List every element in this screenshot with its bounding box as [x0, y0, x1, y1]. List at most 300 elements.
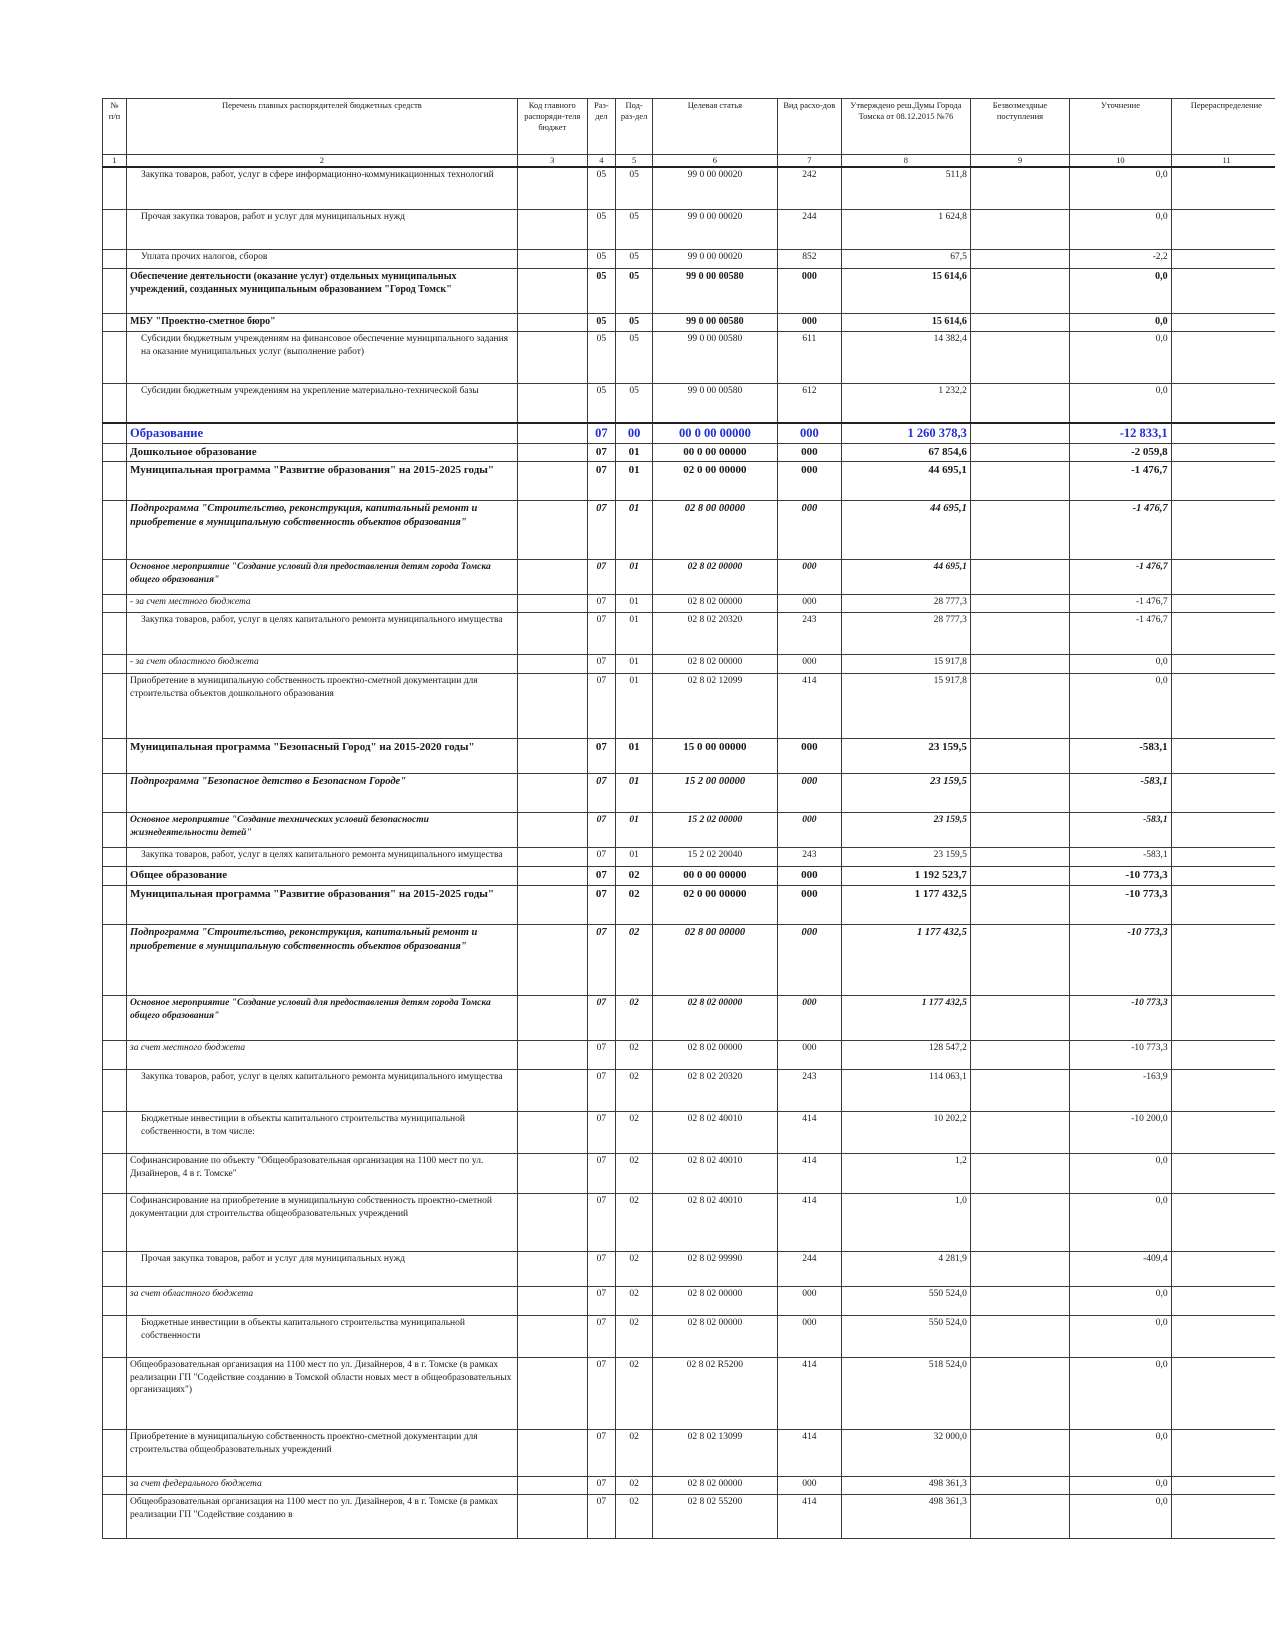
row-vr: 000 — [777, 773, 841, 812]
row-razdel: 07 — [587, 995, 615, 1040]
row-number — [103, 313, 127, 331]
row-approved: 23 159,5 — [842, 773, 971, 812]
row-number — [103, 1193, 127, 1251]
table-row — [103, 268, 1275, 313]
colnum: 10 — [1070, 155, 1172, 168]
table-row — [103, 654, 1275, 673]
header-num: № п/п — [103, 99, 127, 155]
row-redistribution — [1171, 738, 1275, 773]
row-code — [517, 1251, 587, 1286]
row-cs: 02 8 02 00000 — [653, 654, 777, 673]
row-approved: 1 260 378,3 — [842, 423, 971, 443]
row-vr: 000 — [777, 461, 841, 500]
row-number — [103, 423, 127, 443]
row-change: 0,0 — [1070, 331, 1172, 383]
row-vr: 000 — [777, 738, 841, 773]
row-razdel: 07 — [587, 1286, 615, 1315]
row-grants — [970, 866, 1069, 885]
row-name: Общее образование — [127, 866, 518, 885]
row-name: Муниципальная программа "Развитие образования" на 2015-2025 годы" — [127, 461, 518, 500]
row-grants — [970, 313, 1069, 331]
row-podrazdel: 02 — [616, 866, 653, 885]
row-podrazdel: 02 — [616, 1286, 653, 1315]
row-razdel: 07 — [587, 1357, 615, 1429]
row-change: -2 059,8 — [1070, 443, 1172, 461]
row-podrazdel: 02 — [616, 1251, 653, 1286]
table-row — [103, 1315, 1275, 1357]
row-redistribution — [1171, 1315, 1275, 1357]
table-row — [103, 1040, 1275, 1069]
row-razdel: 07 — [587, 847, 615, 866]
row-code — [517, 331, 587, 383]
row-grants — [970, 1040, 1069, 1069]
row-grants — [970, 594, 1069, 612]
header-change: Уточнение — [1070, 99, 1172, 155]
row-cs: 02 8 00 00000 — [653, 924, 777, 995]
row-vr: 414 — [777, 673, 841, 738]
row-razdel: 05 — [587, 167, 615, 209]
row-approved: 32 000,0 — [842, 1429, 971, 1476]
row-approved: 23 159,5 — [842, 738, 971, 773]
row-change: -10 200,0 — [1070, 1111, 1172, 1153]
row-change: 0,0 — [1070, 654, 1172, 673]
row-name: Закупка товаров, работ, услуг в целях капитального ремонта муниципального имущества — [127, 847, 518, 866]
row-number — [103, 1286, 127, 1315]
row-podrazdel: 02 — [616, 1153, 653, 1193]
row-vr: 000 — [777, 313, 841, 331]
colnum: 4 — [587, 155, 615, 168]
row-code — [517, 559, 587, 594]
row-vr: 000 — [777, 924, 841, 995]
row-redistribution — [1171, 1286, 1275, 1315]
row-approved: 1 232,2 — [842, 383, 971, 423]
row-approved: 498 361,3 — [842, 1476, 971, 1494]
row-approved: 4 281,9 — [842, 1251, 971, 1286]
row-razdel: 07 — [587, 812, 615, 847]
row-cs: 99 0 00 00020 — [653, 249, 777, 268]
table-row — [103, 167, 1275, 209]
row-cs: 02 8 02 40010 — [653, 1193, 777, 1251]
row-name: Закупка товаров, работ, услуг в целях капитального ремонта муниципального имущества — [127, 612, 518, 654]
row-cs: 99 0 00 00580 — [653, 268, 777, 313]
row-code — [517, 612, 587, 654]
table-row — [103, 995, 1275, 1040]
row-redistribution — [1171, 1476, 1275, 1494]
row-cs: 02 8 02 00000 — [653, 1315, 777, 1357]
row-approved: 15 917,8 — [842, 673, 971, 738]
row-change: -10 773,3 — [1070, 885, 1172, 924]
table-row — [103, 847, 1275, 866]
row-approved: 23 159,5 — [842, 812, 971, 847]
row-vr: 414 — [777, 1193, 841, 1251]
row-razdel: 07 — [587, 1111, 615, 1153]
row-number — [103, 461, 127, 500]
row-cs: 02 8 02 20320 — [653, 1069, 777, 1111]
table-row — [103, 612, 1275, 654]
row-podrazdel: 02 — [616, 1476, 653, 1494]
table-row — [103, 209, 1275, 249]
row-number — [103, 249, 127, 268]
row-grants — [970, 1286, 1069, 1315]
row-grants — [970, 654, 1069, 673]
row-name: за счет областного бюджета — [127, 1286, 518, 1315]
row-cs: 15 2 02 20040 — [653, 847, 777, 866]
row-code — [517, 738, 587, 773]
row-vr: 244 — [777, 1251, 841, 1286]
row-podrazdel: 01 — [616, 673, 653, 738]
row-cs: 99 0 00 00020 — [653, 209, 777, 249]
row-razdel: 07 — [587, 1315, 615, 1357]
row-code — [517, 1429, 587, 1476]
row-approved: 67,5 — [842, 249, 971, 268]
table-row — [103, 1357, 1275, 1429]
row-code — [517, 461, 587, 500]
row-redistribution — [1171, 1429, 1275, 1476]
row-razdel: 07 — [587, 924, 615, 995]
row-code — [517, 1153, 587, 1193]
table-row — [103, 866, 1275, 885]
row-vr: 000 — [777, 500, 841, 559]
row-code — [517, 500, 587, 559]
row-vr: 000 — [777, 866, 841, 885]
row-name: Подпрограмма "Строительство, реконструкция, капитальный ремонт и приобретение в муниципальную собственность объектов образования" — [127, 924, 518, 995]
row-podrazdel: 02 — [616, 1111, 653, 1153]
table-row — [103, 773, 1275, 812]
row-code — [517, 866, 587, 885]
row-cs: 00 0 00 00000 — [653, 423, 777, 443]
row-approved: 1 624,8 — [842, 209, 971, 249]
row-redistribution — [1171, 1040, 1275, 1069]
row-cs: 99 0 00 00580 — [653, 313, 777, 331]
row-vr: 612 — [777, 383, 841, 423]
row-cs: 99 0 00 00580 — [653, 331, 777, 383]
row-code — [517, 924, 587, 995]
row-razdel: 07 — [587, 1429, 615, 1476]
row-number — [103, 1153, 127, 1193]
header-name: Перечень главных распорядителей бюджетных средств — [127, 99, 518, 155]
colnum: 9 — [970, 155, 1069, 168]
row-grants — [970, 461, 1069, 500]
row-cs: 02 8 02 00000 — [653, 1476, 777, 1494]
row-razdel: 07 — [587, 673, 615, 738]
table-row — [103, 812, 1275, 847]
row-grants — [970, 209, 1069, 249]
table-row — [103, 924, 1275, 995]
row-grants — [970, 738, 1069, 773]
row-number — [103, 209, 127, 249]
row-razdel: 07 — [587, 423, 615, 443]
row-redistribution — [1171, 654, 1275, 673]
row-name: Образование — [127, 423, 518, 443]
row-number — [103, 1357, 127, 1429]
row-podrazdel: 02 — [616, 1357, 653, 1429]
row-redistribution — [1171, 773, 1275, 812]
row-grants — [970, 924, 1069, 995]
row-razdel: 07 — [587, 885, 615, 924]
row-vr: 000 — [777, 268, 841, 313]
row-razdel: 05 — [587, 383, 615, 423]
row-number — [103, 500, 127, 559]
row-number — [103, 167, 127, 209]
row-change: -12 833,1 — [1070, 423, 1172, 443]
row-approved: 1,0 — [842, 1193, 971, 1251]
table-row — [103, 461, 1275, 500]
row-code — [517, 383, 587, 423]
row-change: -1 476,7 — [1070, 500, 1172, 559]
row-name: Общеобразовательная организация на 1100 мест по ул. Дизайнеров, 4 в г. Томске (в рамках реализации ГП "Содействие созданию в — [127, 1494, 518, 1538]
row-approved: 28 777,3 — [842, 594, 971, 612]
table-row — [103, 1429, 1275, 1476]
row-grants — [970, 268, 1069, 313]
row-podrazdel: 02 — [616, 1069, 653, 1111]
row-podrazdel: 02 — [616, 1494, 653, 1538]
row-redistribution — [1171, 924, 1275, 995]
row-vr: 414 — [777, 1153, 841, 1193]
row-podrazdel: 02 — [616, 1040, 653, 1069]
colnum: 7 — [777, 155, 841, 168]
row-razdel: 07 — [587, 612, 615, 654]
colnum: 2 — [127, 155, 518, 168]
row-razdel: 07 — [587, 1040, 615, 1069]
header-vr: Вид расхо-дов — [777, 99, 841, 155]
row-name: Прочая закупка товаров, работ и услуг для муниципальных нужд — [127, 209, 518, 249]
row-cs: 00 0 00 00000 — [653, 443, 777, 461]
row-name: Муниципальная программа "Развитие образования" на 2015-2025 годы" — [127, 885, 518, 924]
row-vr: 000 — [777, 1286, 841, 1315]
row-change: 0,0 — [1070, 313, 1172, 331]
row-cs: 02 8 02 R5200 — [653, 1357, 777, 1429]
row-redistribution — [1171, 995, 1275, 1040]
row-grants — [970, 559, 1069, 594]
row-number — [103, 1040, 127, 1069]
row-number — [103, 1494, 127, 1538]
row-approved: 1 177 432,5 — [842, 924, 971, 995]
row-grants — [970, 1357, 1069, 1429]
row-redistribution — [1171, 249, 1275, 268]
row-code — [517, 1069, 587, 1111]
row-approved: 498 361,3 — [842, 1494, 971, 1538]
row-cs: 02 8 02 99990 — [653, 1251, 777, 1286]
row-redistribution — [1171, 866, 1275, 885]
row-number — [103, 738, 127, 773]
row-code — [517, 673, 587, 738]
table-row — [103, 1193, 1275, 1251]
row-name: Общеобразовательная организация на 1100 мест по ул. Дизайнеров, 4 в г. Томске (в рамках реализации ГП "Содействие созданию в Томской области новых мест в общеобразовательных организациях") — [127, 1357, 518, 1429]
table-row — [103, 738, 1275, 773]
row-change: 0,0 — [1070, 1153, 1172, 1193]
row-grants — [970, 1476, 1069, 1494]
row-razdel: 07 — [587, 1153, 615, 1193]
row-podrazdel: 01 — [616, 559, 653, 594]
table-row — [103, 1476, 1275, 1494]
row-number — [103, 331, 127, 383]
header-podrazdel: Под-раз-дел — [616, 99, 653, 155]
row-redistribution — [1171, 885, 1275, 924]
row-code — [517, 209, 587, 249]
row-podrazdel: 05 — [616, 209, 653, 249]
row-code — [517, 1476, 587, 1494]
row-name: Приобретение в муниципальную собственность проектно-сметной документации для строительства объектов дошкольного образования — [127, 673, 518, 738]
row-grants — [970, 773, 1069, 812]
row-vr: 414 — [777, 1429, 841, 1476]
row-cs: 02 8 02 40010 — [653, 1111, 777, 1153]
row-change: 0,0 — [1070, 1315, 1172, 1357]
row-grants — [970, 1315, 1069, 1357]
row-code — [517, 1286, 587, 1315]
row-name: Софинансирование на приобретение в муниципальную собственность проектно-сметной документации для строительства общеобразовательных учреждений — [127, 1193, 518, 1251]
row-number — [103, 1111, 127, 1153]
row-cs: 99 0 00 00020 — [653, 167, 777, 209]
header-grants: Безвозмездные поступления — [970, 99, 1069, 155]
row-razdel: 05 — [587, 209, 615, 249]
row-code — [517, 1111, 587, 1153]
row-number — [103, 383, 127, 423]
row-redistribution — [1171, 1069, 1275, 1111]
row-grants — [970, 673, 1069, 738]
row-approved: 15 614,6 — [842, 268, 971, 313]
row-cs: 15 2 02 00000 — [653, 812, 777, 847]
row-cs: 02 8 02 40010 — [653, 1153, 777, 1193]
row-name: Обеспечение деятельности (оказание услуг) отдельных муниципальных учреждений, созданных муниципальным образованием "Город Томск" — [127, 268, 518, 313]
row-name: Субсидии бюджетным учреждениям на укрепление материально-технической базы — [127, 383, 518, 423]
row-cs: 02 8 00 00000 — [653, 500, 777, 559]
row-redistribution — [1171, 1153, 1275, 1193]
row-approved: 1 177 432,5 — [842, 995, 971, 1040]
row-redistribution — [1171, 209, 1275, 249]
row-change: -409,4 — [1070, 1251, 1172, 1286]
row-vr: 242 — [777, 167, 841, 209]
row-redistribution — [1171, 812, 1275, 847]
row-name: Софинансирование по объекту "Общеобразовательная организация на 1100 мест по ул. Дизайнеров, 4 в г. Томске" — [127, 1153, 518, 1193]
row-grants — [970, 331, 1069, 383]
row-podrazdel: 00 — [616, 423, 653, 443]
table-row — [103, 594, 1275, 612]
row-name: Закупка товаров, работ, услуг в сфере информационно-коммуникационных технологий — [127, 167, 518, 209]
row-change: -583,1 — [1070, 773, 1172, 812]
row-podrazdel: 05 — [616, 167, 653, 209]
row-change: -10 773,3 — [1070, 866, 1172, 885]
row-change: 0,0 — [1070, 1286, 1172, 1315]
row-approved: 511,8 — [842, 167, 971, 209]
row-vr: 000 — [777, 1476, 841, 1494]
row-approved: 518 524,0 — [842, 1357, 971, 1429]
row-vr: 000 — [777, 995, 841, 1040]
row-name: Подпрограмма "Безопасное детство в Безопасном Городе" — [127, 773, 518, 812]
header-cs: Целевая статья — [653, 99, 777, 155]
row-change: -10 773,3 — [1070, 924, 1172, 995]
row-approved: 44 695,1 — [842, 559, 971, 594]
row-code — [517, 423, 587, 443]
row-code — [517, 167, 587, 209]
row-grants — [970, 885, 1069, 924]
budget-table-sheet — [102, 98, 1275, 1539]
row-razdel: 07 — [587, 559, 615, 594]
row-vr: 000 — [777, 594, 841, 612]
row-code — [517, 313, 587, 331]
row-name: Прочая закупка товаров, работ и услуг для муниципальных нужд — [127, 1251, 518, 1286]
row-grants — [970, 1251, 1069, 1286]
row-code — [517, 773, 587, 812]
header-razdel: Раз-дел — [587, 99, 615, 155]
row-approved: 1,2 — [842, 1153, 971, 1193]
row-number — [103, 1315, 127, 1357]
row-change: 0,0 — [1070, 268, 1172, 313]
row-change: -1 476,7 — [1070, 612, 1172, 654]
row-vr: 000 — [777, 654, 841, 673]
row-cs: 02 8 02 12099 — [653, 673, 777, 738]
row-code — [517, 268, 587, 313]
row-vr: 000 — [777, 1315, 841, 1357]
row-podrazdel: 01 — [616, 812, 653, 847]
header-row — [103, 99, 1275, 155]
row-vr: 000 — [777, 443, 841, 461]
table-row — [103, 1494, 1275, 1538]
row-approved: 114 063,1 — [842, 1069, 971, 1111]
row-name: Бюджетные инвестиции в объекты капитального строительства муниципальной собственности, в том числе: — [127, 1111, 518, 1153]
row-cs: 02 8 02 13099 — [653, 1429, 777, 1476]
column-number-row — [103, 155, 1275, 168]
row-grants — [970, 423, 1069, 443]
row-podrazdel: 01 — [616, 738, 653, 773]
row-razdel: 07 — [587, 773, 615, 812]
row-razdel: 07 — [587, 594, 615, 612]
row-name: Закупка товаров, работ, услуг в целях капитального ремонта муниципального имущества — [127, 1069, 518, 1111]
row-change: -1 476,7 — [1070, 559, 1172, 594]
table-row — [103, 500, 1275, 559]
row-code — [517, 1357, 587, 1429]
row-redistribution — [1171, 612, 1275, 654]
row-number — [103, 559, 127, 594]
row-change: 0,0 — [1070, 383, 1172, 423]
table-row — [103, 443, 1275, 461]
row-code — [517, 443, 587, 461]
row-number — [103, 1069, 127, 1111]
row-podrazdel: 01 — [616, 500, 653, 559]
row-podrazdel: 05 — [616, 268, 653, 313]
row-name: Основное мероприятие "Создание условий для предоставления детям города Томска общего образования" — [127, 559, 518, 594]
row-podrazdel: 01 — [616, 773, 653, 812]
colnum: 6 — [653, 155, 777, 168]
row-redistribution — [1171, 1193, 1275, 1251]
row-podrazdel: 01 — [616, 612, 653, 654]
colnum: 1 — [103, 155, 127, 168]
row-vr: 414 — [777, 1111, 841, 1153]
row-cs: 02 8 02 00000 — [653, 1040, 777, 1069]
row-redistribution — [1171, 461, 1275, 500]
row-podrazdel: 05 — [616, 383, 653, 423]
row-code — [517, 1315, 587, 1357]
table-row — [103, 1286, 1275, 1315]
row-name: Основное мероприятие "Создание условий для предоставления детям города Томска общего образования" — [127, 995, 518, 1040]
row-razdel: 07 — [587, 443, 615, 461]
row-number — [103, 847, 127, 866]
row-change: -1 476,7 — [1070, 461, 1172, 500]
row-vr: 000 — [777, 559, 841, 594]
row-grants — [970, 812, 1069, 847]
row-cs: 99 0 00 00580 — [653, 383, 777, 423]
row-redistribution — [1171, 1357, 1275, 1429]
row-change: -1 476,7 — [1070, 594, 1172, 612]
row-name: Основное мероприятие "Создание технических условий безопасности жизнедеятельности детей" — [127, 812, 518, 847]
row-code — [517, 249, 587, 268]
table-row — [103, 383, 1275, 423]
row-grants — [970, 249, 1069, 268]
row-cs: 15 0 00 00000 — [653, 738, 777, 773]
row-cs: 02 8 02 55200 — [653, 1494, 777, 1538]
row-number — [103, 1429, 127, 1476]
row-change: -583,1 — [1070, 738, 1172, 773]
row-approved: 23 159,5 — [842, 847, 971, 866]
